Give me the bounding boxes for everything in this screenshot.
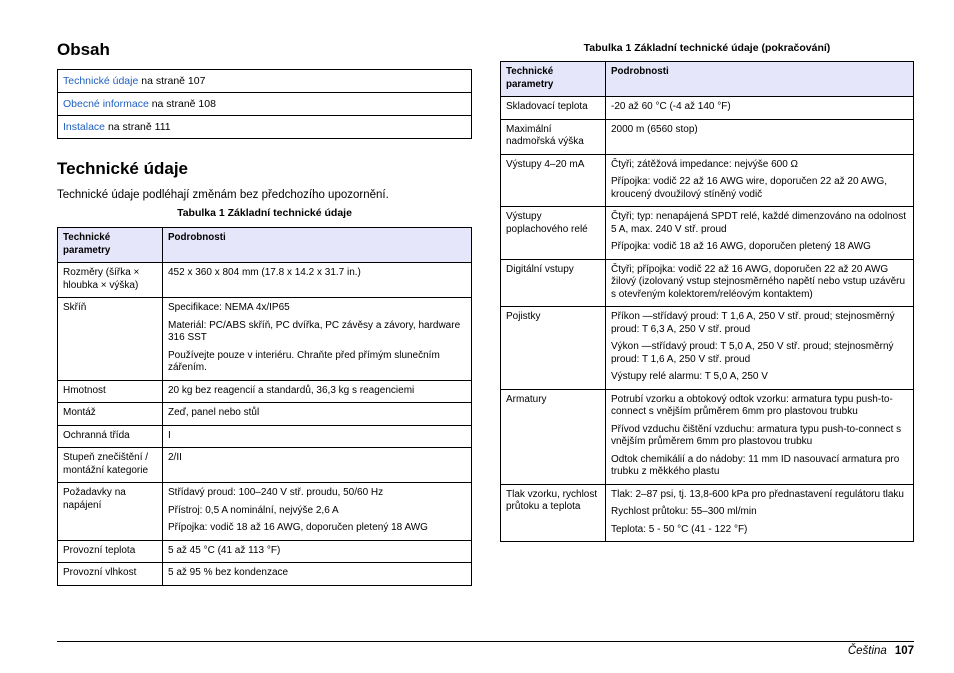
detail-cell bbox=[163, 298, 472, 381]
detail-line: Čtyři; přípojka: vodič 22 až 16 AWG, doporučen 22 až 20 AWG žilový (izolovaný vstup stejnosměrného napětí nebo vstup uzávěru s otevřeným kolektorem/reléovým kontaktem) bbox=[611, 263, 906, 300]
contents-row bbox=[58, 93, 472, 116]
detail-line: Používejte pouze v interiéru. Chraňte před přímým slunečním zářením. bbox=[168, 349, 440, 373]
detail-cell bbox=[606, 259, 914, 307]
detail-line: Potrubí vzorku a obtokový odtok vzorku: armatura typu push-to-connect s vnějším průměrem 6mm pro plastovou trubku bbox=[611, 393, 893, 417]
detail-line: -20 až 60 °C (-4 až 140 °F) bbox=[611, 101, 731, 112]
param-cell: Provozní vlhkost bbox=[58, 563, 163, 586]
param-cell: Provozní teplota bbox=[58, 540, 163, 563]
detail-line: Specifikace: NEMA 4x/IP65 bbox=[168, 302, 290, 313]
table-caption: Tabulka 1 Základní technické údaje bbox=[177, 207, 352, 219]
table-caption-continued: Tabulka 1 Základní technické údaje (pokračování) bbox=[583, 42, 831, 54]
table-row bbox=[501, 119, 914, 154]
detail-line: Zeď, panel nebo stůl bbox=[168, 407, 260, 418]
param-cell: Stupeň znečištění / montážní kategorie bbox=[58, 448, 163, 483]
detail-line: Přívod vzduchu čištění vzduchu: armatura typu push-to-connect s vnějším průměrem 6mm pro plastovou trubku bbox=[611, 423, 902, 447]
detail-line: Výkon —střídavý proud: T 5,0 A, 250 V stř. proud; stejnosměrný proud: T 1,6 A, 250 V stř. proud bbox=[611, 341, 894, 365]
table-row bbox=[58, 483, 472, 541]
spec-table-continued bbox=[500, 61, 914, 542]
contents-link[interactable]: Technické údaje bbox=[63, 75, 139, 87]
param-cell: Skříň bbox=[58, 298, 163, 381]
table-row bbox=[58, 425, 472, 448]
section-intro: Technické údaje podléhají změnám bez předchozího upozornění. bbox=[57, 189, 389, 201]
page-number: 107 bbox=[894, 645, 914, 657]
footer-divider bbox=[57, 641, 914, 642]
detail-line: Čtyři; typ: nenapájená SPDT relé, každé dimenzováno na odolnost 5 A, max. 240 V stř. proud bbox=[611, 211, 906, 235]
detail-line: Rychlost průtoku: 55–300 ml/min bbox=[611, 506, 757, 517]
contents-page-ref: na straně 111 bbox=[105, 121, 171, 133]
detail-line: Tlak: 2–87 psi, tj. 13,8-600 kPa pro přednastavení regulátoru tlaku bbox=[611, 488, 904, 500]
param-cell: Požadavky na napájení bbox=[58, 483, 163, 541]
contents-row bbox=[58, 116, 472, 139]
section-title: Technické údaje bbox=[57, 159, 189, 178]
param-cell: Výstupy 4–20 mA bbox=[501, 154, 606, 207]
contents-link[interactable]: Obecné informace bbox=[63, 98, 149, 110]
table-row bbox=[58, 448, 472, 483]
detail-line: Přístroj: 0,5 A nominální, nejvýše 2,6 A bbox=[168, 504, 339, 516]
table-row bbox=[501, 97, 914, 120]
detail-line: Výstupy relé alarmu: T 5,0 A, 250 V bbox=[611, 371, 768, 382]
page-footer bbox=[848, 644, 914, 658]
param-cell: Ochranná třída bbox=[58, 425, 163, 448]
contents-entry bbox=[58, 93, 472, 116]
table-row bbox=[501, 389, 914, 484]
table-row bbox=[501, 307, 914, 390]
spec-table bbox=[57, 227, 472, 586]
param-cell: Skladovací teplota bbox=[501, 97, 606, 120]
table-row bbox=[58, 298, 472, 381]
detail-cell bbox=[606, 307, 914, 390]
contents-row bbox=[58, 70, 472, 93]
detail-cell bbox=[163, 483, 472, 541]
right-column bbox=[500, 42, 914, 542]
detail-line: Střídavý proud: 100–240 V stř. proudu, 50/60 Hz bbox=[168, 487, 384, 498]
detail-cell bbox=[606, 484, 914, 542]
detail-cell bbox=[606, 97, 914, 120]
detail-line: Přípojka: vodič 18 až 16 AWG, doporučen pletený 18 AWG bbox=[611, 241, 871, 252]
table-row bbox=[58, 380, 472, 403]
header-detail: Podrobnosti bbox=[606, 62, 914, 97]
detail-line: 2/II bbox=[168, 452, 182, 463]
contents-title: Obsah bbox=[57, 40, 110, 59]
header-param: Technické parametry bbox=[58, 228, 163, 263]
detail-line: 5 až 45 °C (41 až 113 °F) bbox=[168, 544, 281, 556]
contents-entry bbox=[58, 70, 472, 93]
detail-cell bbox=[163, 563, 472, 586]
detail-cell bbox=[163, 403, 472, 426]
param-cell: Pojistky bbox=[501, 307, 606, 390]
detail-cell bbox=[163, 263, 472, 298]
table-row bbox=[501, 207, 914, 260]
detail-line: Odtok chemikálií a do nádoby: 11 mm ID nasouvací armatura pro trubku z měkkého plastu bbox=[611, 453, 900, 477]
table-row bbox=[58, 563, 472, 586]
table-header-row bbox=[501, 62, 914, 97]
table-row bbox=[501, 154, 914, 207]
table-row bbox=[58, 263, 472, 298]
detail-cell bbox=[606, 207, 914, 260]
contents-entry bbox=[58, 116, 472, 139]
detail-line: 2000 m (6560 stop) bbox=[611, 123, 698, 135]
detail-cell bbox=[163, 540, 472, 563]
detail-line: 452 x 360 x 804 mm (17.8 x 14.2 x 31.7 in.) bbox=[168, 267, 361, 278]
detail-line: 20 kg bez reagencií a standardů, 36,3 kg s reagenciemi bbox=[168, 384, 415, 396]
detail-cell bbox=[163, 448, 472, 483]
detail-cell bbox=[606, 389, 914, 484]
table-row bbox=[501, 259, 914, 307]
header-param: Technické parametry bbox=[501, 62, 606, 97]
detail-line: Teplota: 5 - 50 °C (41 - 122 °F) bbox=[611, 523, 748, 535]
contents-page-ref: na straně 108 bbox=[148, 98, 216, 110]
param-cell: Hmotnost bbox=[58, 380, 163, 403]
detail-line: I bbox=[168, 429, 171, 441]
table-header-row bbox=[58, 228, 472, 263]
param-cell: Montáž bbox=[58, 403, 163, 426]
detail-cell bbox=[606, 119, 914, 154]
detail-line: Přípojka: vodič 22 až 16 AWG wire, doporučen 22 až 20 AWG, kroucený dvoužilový stíněný vodič bbox=[611, 176, 888, 200]
detail-line: Příkon —střídavý proud: T 1,6 A, 250 V stř. proud; stejnosměrný proud: T 6,3 A, 250 V stř. proud bbox=[611, 311, 895, 335]
detail-line: 5 až 95 % bez kondenzace bbox=[168, 567, 289, 578]
detail-line: Materiál: PC/ABS skříň, PC dvířka, PC závěsy a závory, hardware 316 SST bbox=[168, 319, 461, 343]
detail-cell bbox=[163, 380, 472, 403]
detail-line: Přípojka: vodič 18 až 16 AWG, doporučen pletený 18 AWG bbox=[168, 522, 428, 533]
contents-link[interactable]: Instalace bbox=[63, 121, 106, 133]
param-cell: Armatury bbox=[501, 389, 606, 484]
table-row bbox=[58, 403, 472, 426]
footer-language: Čeština bbox=[847, 645, 887, 657]
param-cell: Výstupy poplachového relé bbox=[501, 207, 606, 260]
detail-line: Čtyři; zátěžová impedance: nejvýše 600 Ω bbox=[611, 158, 799, 170]
header-detail: Podrobnosti bbox=[163, 228, 472, 263]
contents-table bbox=[57, 69, 472, 139]
param-cell: Maximální nadmořská výška bbox=[501, 119, 606, 154]
detail-cell bbox=[163, 425, 472, 448]
table-row bbox=[501, 484, 914, 542]
left-column bbox=[57, 40, 472, 586]
param-cell: Digitální vstupy bbox=[501, 259, 606, 307]
table-row bbox=[58, 540, 472, 563]
detail-cell bbox=[606, 154, 914, 207]
param-cell: Tlak vzorku, rychlost průtoku a teplota bbox=[501, 484, 606, 542]
contents-page-ref: na straně 107 bbox=[138, 75, 206, 87]
param-cell: Rozměry (šířka × hloubka × výška) bbox=[58, 263, 163, 298]
